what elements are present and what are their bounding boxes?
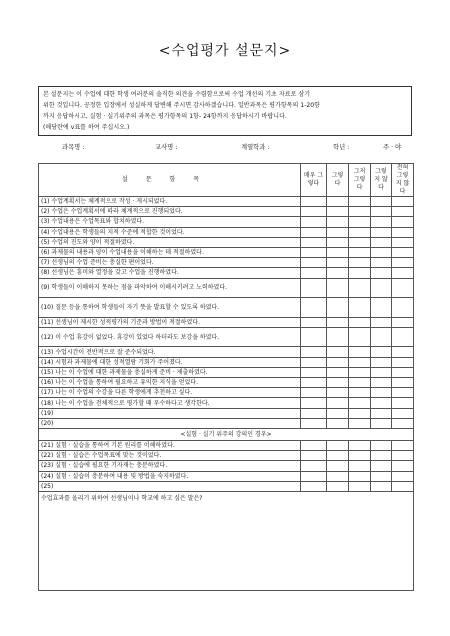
answer-cell[interactable] — [392, 378, 414, 388]
question-row — [39, 440, 414, 450]
answer-cell[interactable] — [392, 347, 414, 357]
question-row — [39, 347, 414, 357]
answer-cell[interactable] — [301, 247, 327, 257]
answer-cell[interactable] — [301, 461, 327, 471]
answer-cell[interactable] — [327, 440, 349, 450]
question-row — [39, 278, 414, 298]
answer-cell[interactable] — [371, 461, 392, 471]
answer-cell[interactable] — [392, 207, 414, 217]
answer-cell[interactable] — [392, 418, 414, 428]
answer-cell[interactable] — [327, 278, 349, 298]
answer-cell[interactable] — [327, 378, 349, 388]
answer-cell[interactable] — [327, 357, 349, 367]
answer-cell[interactable] — [301, 327, 327, 347]
question-text: (17) 나는 이 수업의 수강을 다른 학생에게 추천하고 싶다. — [39, 388, 301, 398]
question-text: (9) 학생들이 이해하지 못하는 점을 파악하여 이해시키려고 노력하였다. — [39, 278, 301, 298]
answer-cell[interactable] — [392, 408, 414, 418]
answer-cell[interactable] — [327, 327, 349, 347]
answer-cell[interactable] — [371, 398, 392, 408]
answer-cell[interactable] — [371, 418, 392, 428]
answer-cell[interactable] — [327, 207, 349, 217]
answer-cell[interactable] — [301, 398, 327, 408]
answer-cell[interactable] — [349, 451, 371, 461]
answer-cell[interactable] — [371, 227, 392, 237]
scale-header: 그렇다 — [327, 164, 349, 197]
scale-header: 매우 그렇다 — [301, 164, 327, 197]
answer-cell[interactable] — [392, 367, 414, 377]
professor-field[interactable]: 교사명 : — [155, 144, 178, 151]
answer-cell[interactable] — [371, 298, 392, 318]
answer-cell[interactable] — [392, 317, 414, 327]
answer-cell[interactable] — [301, 388, 327, 398]
answer-cell[interactable] — [327, 197, 349, 207]
answer-cell[interactable] — [349, 398, 371, 408]
question-row — [39, 268, 414, 278]
answer-cell[interactable] — [301, 268, 327, 278]
question-text: (21) 실험 · 실습을 통하여 기본 원리를 이해하였다. — [39, 440, 301, 450]
question-text: (5) 수업의 진도와 양이 적절하였다. — [39, 237, 301, 247]
question-text: (10) 질문 등을 통하여 학생들이 자기 뜻을 발표할 수 있도록 하였다. — [39, 298, 301, 318]
answer-cell[interactable] — [327, 227, 349, 237]
answer-cell[interactable] — [392, 247, 414, 257]
scale-header: 그렇지 않다 — [371, 164, 392, 197]
answer-cell[interactable] — [301, 378, 327, 388]
question-text: (7) 선생님의 수업 준비는 충실한 편이었다. — [39, 258, 301, 268]
answer-cell[interactable] — [301, 471, 327, 481]
scale-header: 전혀 그렇지 않다 — [392, 164, 414, 197]
question-row — [39, 237, 414, 247]
answer-cell[interactable] — [349, 268, 371, 278]
answer-cell[interactable] — [371, 197, 392, 207]
question-text: (25) — [39, 481, 301, 491]
answer-cell[interactable] — [301, 451, 327, 461]
answer-cell[interactable] — [392, 440, 414, 450]
question-row — [39, 247, 414, 257]
answer-cell[interactable] — [392, 481, 414, 491]
item-header: 설문항목 — [39, 164, 301, 197]
question-row — [39, 357, 414, 367]
answer-cell[interactable] — [327, 471, 349, 481]
answer-cell[interactable] — [392, 357, 414, 367]
answer-cell[interactable] — [392, 237, 414, 247]
question-text: (15) 나는 이 수업에 대한 과제물을 충실하게 준비 · 제출하였다. — [39, 367, 301, 377]
question-row — [39, 258, 414, 268]
answer-cell[interactable] — [371, 378, 392, 388]
question-text: (6) 과제물의 내용과 양이 수업내용을 이해하는 데 적절하였다. — [39, 247, 301, 257]
final-question[interactable]: 수업효과를 올리기 위하여 선생님이나 학교에 하고 싶은 말은? — [39, 491, 414, 590]
question-text: (12) 이 수업 휴강이 없었다. 휴강이 있었다 하더라도 보강을 하였다. — [39, 327, 301, 347]
answer-cell[interactable] — [392, 471, 414, 481]
grade-field[interactable]: 학년 : — [333, 144, 350, 151]
answer-cell[interactable] — [301, 367, 327, 377]
answer-cell[interactable] — [392, 327, 414, 347]
answer-cell[interactable] — [371, 237, 392, 247]
answer-cell[interactable] — [327, 237, 349, 247]
answer-cell[interactable] — [392, 461, 414, 471]
answer-cell[interactable] — [392, 388, 414, 398]
page-title: <수업평가 설문지> — [158, 43, 292, 59]
answer-cell[interactable] — [392, 298, 414, 318]
answer-cell[interactable] — [301, 481, 327, 491]
question-text: (13) 수업시간이 전반적으로 잘 준수되었다. — [39, 347, 301, 357]
answer-cell[interactable] — [349, 471, 371, 481]
answer-cell[interactable] — [301, 217, 327, 227]
section-label: <실험 · 실기 위주의 강의인 경우> — [39, 428, 414, 440]
question-text: (18) 나는 이 수업을 전체적으로 평가할 때 우수하다고 생각한다. — [39, 398, 301, 408]
answer-cell[interactable] — [371, 327, 392, 347]
intro-line: 까지 응답하시고, 실험 · 실기위주의 과목은 평가항목의 1항- 24항까지 응답하시기 바랍니다. — [43, 113, 287, 120]
answer-cell[interactable] — [327, 408, 349, 418]
answer-cell[interactable] — [371, 367, 392, 377]
question-row — [39, 388, 414, 398]
answer-cell[interactable] — [371, 471, 392, 481]
question-text: (11) 선생님이 제시한 성적평가의 기준과 방법이 적절하였다. — [39, 317, 301, 327]
answer-cell[interactable] — [301, 357, 327, 367]
table-header — [39, 164, 414, 197]
question-row — [39, 298, 414, 318]
answer-cell[interactable] — [301, 197, 327, 207]
intro-line: 위한 것입니다. 공정한 입장에서 성실하게 답변해 주시면 감사하겠습니다. 일반과목은 평가항목의 1-20항 — [43, 102, 320, 109]
question-row — [39, 367, 414, 377]
answer-cell[interactable] — [371, 408, 392, 418]
answer-cell[interactable] — [327, 451, 349, 461]
answer-cell[interactable] — [371, 217, 392, 227]
time-field[interactable]: 주 · 야 — [383, 144, 402, 151]
survey-table — [38, 163, 414, 591]
answer-cell[interactable] — [301, 317, 327, 327]
answer-cell[interactable] — [371, 481, 392, 491]
question-row — [39, 451, 414, 461]
question-row — [39, 197, 414, 207]
question-row — [39, 418, 414, 428]
question-text: (23) 실험 · 실습에 필요한 기자재는 충분하였다. — [39, 461, 301, 471]
answer-cell[interactable] — [371, 207, 392, 217]
section-row — [39, 428, 414, 440]
answer-cell[interactable] — [349, 327, 371, 347]
answer-cell[interactable] — [349, 418, 371, 428]
question-text: (4) 수업내용은 학생들의 지적 수준에 적합한 것이었다. — [39, 227, 301, 237]
answer-cell[interactable] — [349, 317, 371, 327]
answer-cell[interactable] — [327, 258, 349, 268]
question-text: (20) — [39, 418, 301, 428]
scale-header: 그저 그렇다 — [349, 164, 371, 197]
answer-cell[interactable] — [301, 227, 327, 237]
answer-cell[interactable] — [327, 347, 349, 357]
answer-cell[interactable] — [349, 378, 371, 388]
info-row — [0, 140, 450, 152]
question-text: (2) 수업은 수업계획서에 따라 체계적으로 진행되었다. — [39, 207, 301, 217]
question-row — [39, 398, 414, 408]
answer-cell[interactable] — [327, 481, 349, 491]
intro-line: (해당란에 v표를 하여 주십시오.) — [43, 124, 130, 131]
intro-box — [38, 86, 412, 136]
answer-cell[interactable] — [327, 367, 349, 377]
question-text: (22) 실험 · 실습은 수업목표에 맞는 것이었다. — [39, 451, 301, 461]
answer-cell[interactable] — [371, 317, 392, 327]
answer-cell[interactable] — [327, 268, 349, 278]
question-text: (3) 수업내용은 수업목표와 합치하였다. — [39, 217, 301, 227]
answer-cell[interactable] — [371, 278, 392, 298]
answer-cell[interactable] — [349, 408, 371, 418]
answer-cell[interactable] — [371, 451, 392, 461]
question-row — [39, 461, 414, 471]
answer-cell[interactable] — [349, 367, 371, 377]
answer-cell[interactable] — [301, 347, 327, 357]
answer-cell[interactable] — [301, 237, 327, 247]
answer-cell[interactable] — [327, 388, 349, 398]
answer-cell[interactable] — [301, 207, 327, 217]
answer-cell[interactable] — [301, 408, 327, 418]
question-row — [39, 227, 414, 237]
answer-cell[interactable] — [301, 278, 327, 298]
answer-cell[interactable] — [327, 418, 349, 428]
answer-cell[interactable] — [371, 268, 392, 278]
question-row — [39, 317, 414, 327]
answer-cell[interactable] — [392, 451, 414, 461]
answer-cell[interactable] — [392, 217, 414, 227]
answer-cell[interactable] — [349, 237, 371, 247]
answer-cell[interactable] — [349, 481, 371, 491]
answer-cell[interactable] — [349, 207, 371, 217]
answer-cell[interactable] — [349, 197, 371, 207]
answer-cell[interactable] — [349, 461, 371, 471]
course-field[interactable]: 과목명 : — [62, 144, 85, 151]
final-question-row — [39, 491, 414, 590]
question-row — [39, 217, 414, 227]
answer-cell[interactable] — [301, 440, 327, 450]
answer-cell[interactable] — [371, 440, 392, 450]
question-row — [39, 207, 414, 217]
answer-cell[interactable] — [349, 298, 371, 318]
answer-cell[interactable] — [349, 258, 371, 268]
answer-cell[interactable] — [301, 298, 327, 318]
question-row — [39, 378, 414, 388]
answer-cell[interactable] — [371, 388, 392, 398]
question-row — [39, 327, 414, 347]
answer-cell[interactable] — [349, 388, 371, 398]
question-text: (19) — [39, 408, 301, 418]
answer-cell[interactable] — [349, 217, 371, 227]
question-row — [39, 481, 414, 491]
answer-cell[interactable] — [349, 227, 371, 237]
intro-line: 본 설문지는 이 수업에 대한 학생 여러분의 솔직한 의견을 수렴함으로써 수업 개선의 기초 자료로 삼기 — [43, 91, 311, 98]
question-text: (16) 나는 이 수업을 통하여 필요하고 유익한 지식을 얻었다. — [39, 378, 301, 388]
answer-cell[interactable] — [392, 278, 414, 298]
answer-cell[interactable] — [301, 418, 327, 428]
answer-cell[interactable] — [349, 357, 371, 367]
question-row — [39, 408, 414, 418]
department-field[interactable]: 계열학과 : — [241, 144, 270, 151]
answer-cell[interactable] — [392, 197, 414, 207]
question-row — [39, 471, 414, 481]
answer-cell[interactable] — [327, 317, 349, 327]
answer-cell[interactable] — [327, 247, 349, 257]
answer-cell[interactable] — [392, 258, 414, 268]
question-text: (1) 수업계획서는 체계적으로 작성 · 게시되었다. — [39, 197, 301, 207]
answer-cell[interactable] — [371, 347, 392, 357]
question-text: (24) 실험 · 실습이 충분하여 내용 및 방법을 숙지하였다. — [39, 471, 301, 481]
answer-cell[interactable] — [327, 398, 349, 408]
answer-cell[interactable] — [349, 440, 371, 450]
answer-cell[interactable] — [371, 247, 392, 257]
answer-cell[interactable] — [301, 258, 327, 268]
question-text: (8) 선생님은 흥미와 열정을 갖고 수업을 진행하였다. — [39, 268, 301, 278]
answer-cell[interactable] — [392, 268, 414, 278]
answer-cell[interactable] — [371, 258, 392, 268]
answer-cell[interactable] — [349, 247, 371, 257]
answer-cell[interactable] — [392, 227, 414, 237]
answer-cell[interactable] — [349, 347, 371, 357]
answer-cell[interactable] — [349, 278, 371, 298]
answer-cell[interactable] — [327, 461, 349, 471]
answer-cell[interactable] — [392, 398, 414, 408]
answer-cell[interactable] — [327, 217, 349, 227]
answer-cell[interactable] — [327, 298, 349, 318]
question-text: (14) 시험과 과제물에 대한 성적열람 기회가 주어졌다. — [39, 357, 301, 367]
answer-cell[interactable] — [371, 357, 392, 367]
